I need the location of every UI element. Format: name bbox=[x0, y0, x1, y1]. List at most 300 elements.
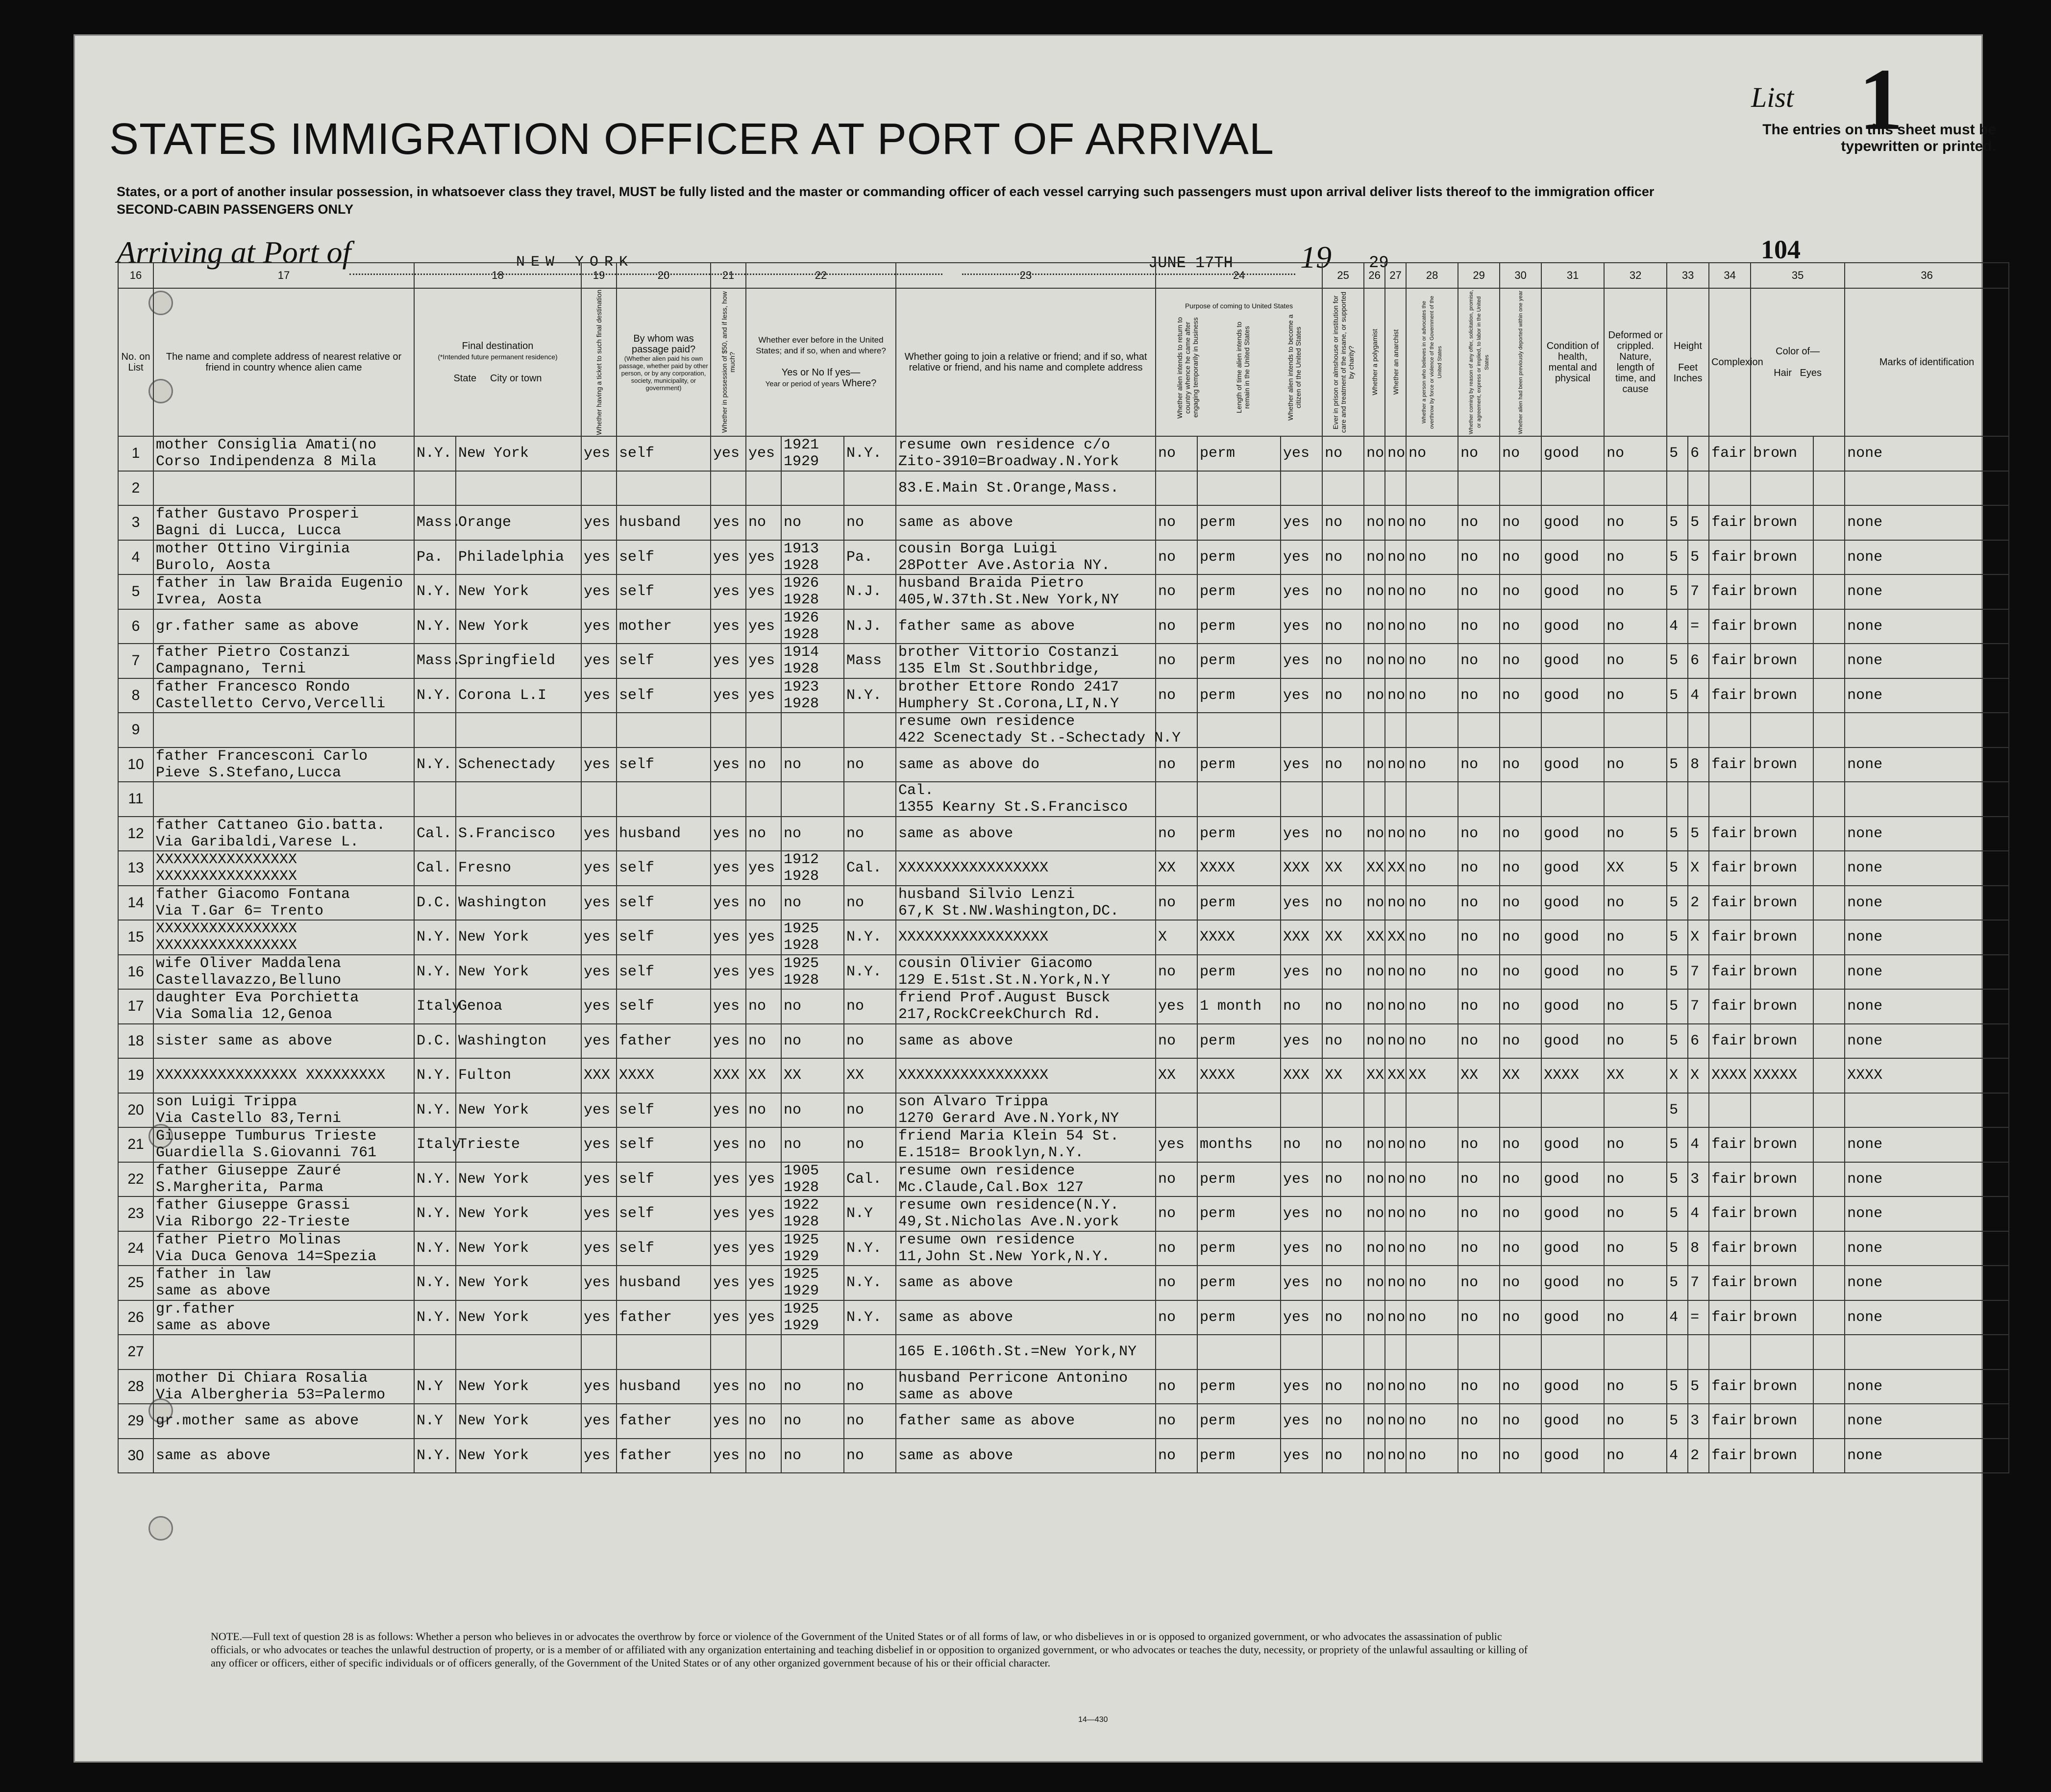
col-number: 35 bbox=[1751, 263, 1845, 288]
money-cell: yes bbox=[711, 1266, 746, 1300]
where-cell: no bbox=[844, 1439, 896, 1473]
joining-person: husband Braida Pietro bbox=[898, 575, 1084, 592]
col30-cell: no bbox=[1500, 644, 1541, 678]
relative-cell bbox=[153, 851, 414, 886]
relative-cell bbox=[153, 574, 414, 609]
state-cell: N.Y. bbox=[414, 1266, 456, 1300]
money-cell: yes bbox=[711, 747, 746, 782]
paid-by-cell: self bbox=[617, 955, 711, 990]
length-of-stay-cell: perm bbox=[1197, 644, 1281, 678]
complexion-cell: fair bbox=[1709, 540, 1751, 575]
polygamist-cell: no bbox=[1364, 540, 1385, 575]
height-inches-cell: 6 bbox=[1688, 436, 1709, 471]
where-cell: N.Y. bbox=[844, 1266, 896, 1300]
height-inches-cell: 7 bbox=[1688, 574, 1709, 609]
health-cell: good bbox=[1541, 505, 1604, 540]
citizen-cell bbox=[1281, 782, 1322, 817]
row-number: 13 bbox=[118, 851, 153, 886]
prison-cell: XX bbox=[1322, 851, 1364, 886]
years-cell bbox=[781, 989, 844, 1024]
money-cell: yes bbox=[711, 817, 746, 851]
col28-cell: no bbox=[1406, 851, 1458, 886]
relative-address: Via Castello 83,Terni bbox=[156, 1110, 342, 1127]
relative-address: Campagnano, Terni bbox=[156, 661, 306, 678]
relative-address: S.Margherita, Parma bbox=[156, 1179, 324, 1196]
col30-cell: no bbox=[1500, 1369, 1541, 1404]
height-feet-cell: 5 bbox=[1667, 505, 1688, 540]
relative-address: Via Duca Genova 14=Spezia bbox=[156, 1248, 377, 1265]
col30-cell bbox=[1500, 1093, 1541, 1128]
return-cell bbox=[1156, 1335, 1197, 1369]
year-second: no bbox=[784, 825, 802, 842]
table-row bbox=[118, 886, 2009, 921]
before-us-cell: no bbox=[746, 817, 781, 851]
deformed-cell: no bbox=[1604, 1266, 1667, 1300]
height-inches-cell: 3 bbox=[1688, 1404, 1709, 1439]
table-row bbox=[118, 574, 2009, 609]
anarchist-cell: no bbox=[1385, 955, 1406, 990]
marks-cell: none bbox=[1845, 505, 2009, 540]
hair-cell: brown bbox=[1751, 1266, 1813, 1300]
paid-by-cell bbox=[617, 1335, 711, 1369]
years-cell bbox=[781, 1266, 844, 1300]
table-row bbox=[118, 1266, 2009, 1300]
joining-cell bbox=[896, 713, 1181, 747]
year-second: no bbox=[784, 998, 802, 1015]
years-cell bbox=[781, 817, 844, 851]
length-of-stay-cell: perm bbox=[1197, 1404, 1281, 1439]
year-second: 1928 bbox=[784, 695, 819, 712]
before-us-cell: no bbox=[746, 989, 781, 1024]
row-number: 14 bbox=[118, 886, 153, 921]
year-first: 1925 bbox=[784, 1231, 819, 1248]
paid-by-cell: self bbox=[617, 436, 711, 471]
state-cell: N.Y bbox=[414, 1404, 456, 1439]
table-row bbox=[118, 713, 2009, 747]
polygamist-cell: no bbox=[1364, 1196, 1385, 1231]
years-cell bbox=[781, 886, 844, 921]
row-number: 16 bbox=[118, 955, 153, 990]
before-us-cell: yes bbox=[746, 851, 781, 886]
anarchist-cell: no bbox=[1385, 574, 1406, 609]
joining-person: resume own residence(N.Y. bbox=[898, 1197, 1119, 1214]
joining-address: 135 Elm St.Southbridge, bbox=[898, 661, 1102, 678]
joining-cell bbox=[896, 540, 1156, 575]
passenger-rows bbox=[118, 436, 2009, 1473]
money-cell: yes bbox=[711, 1439, 746, 1473]
relative-address: Via Garibaldi,Varese L. bbox=[156, 833, 359, 850]
year-second: 1928 bbox=[784, 592, 819, 609]
joining-address: Mc.Claude,Cal.Box 127 bbox=[898, 1179, 1084, 1196]
money-cell: yes bbox=[711, 920, 746, 955]
relative-name: daughter Eva Porchietta bbox=[156, 990, 359, 1007]
polygamist-cell: no bbox=[1364, 1162, 1385, 1197]
joining-cell bbox=[896, 1439, 1156, 1473]
height-feet-cell: 5 bbox=[1667, 747, 1688, 782]
relative-name: father in law Braida Eugenio bbox=[156, 575, 403, 592]
complexion-cell: fair bbox=[1709, 920, 1751, 955]
length-of-stay-cell: perm bbox=[1197, 1369, 1281, 1404]
row-number: 21 bbox=[118, 1127, 153, 1162]
prison-cell: no bbox=[1322, 1162, 1364, 1197]
health-cell: good bbox=[1541, 1404, 1604, 1439]
length-of-stay-cell: perm bbox=[1197, 1196, 1281, 1231]
relative-address: Via Albergheria 53=Palermo bbox=[156, 1386, 386, 1403]
height-inches-cell: 2 bbox=[1688, 886, 1709, 921]
relative-address: Bagni di Lucca, Lucca bbox=[156, 523, 342, 540]
polygamist-cell bbox=[1364, 713, 1385, 747]
list-label: List bbox=[1751, 81, 1794, 113]
length-of-stay-cell: perm bbox=[1197, 505, 1281, 540]
health-cell: good bbox=[1541, 955, 1604, 990]
deformed-cell: no bbox=[1604, 436, 1667, 471]
years-cell bbox=[781, 1300, 844, 1335]
header-relative: The name and complete address of nearest relative or friend in country whence alien came bbox=[153, 288, 414, 436]
paid-by-cell: father bbox=[617, 1404, 711, 1439]
citizen-cell: yes bbox=[1281, 505, 1322, 540]
hair-cell bbox=[1751, 1093, 1813, 1128]
prison-cell: no bbox=[1322, 817, 1364, 851]
return-cell: no bbox=[1156, 817, 1197, 851]
relative-address: XXXXXXXXXXXXXXXX XXXXXXXXX bbox=[156, 1067, 386, 1084]
year-first: 1923 bbox=[784, 678, 819, 696]
deformed-cell: no bbox=[1604, 886, 1667, 921]
relative-cell bbox=[153, 1127, 414, 1162]
col29-cell: no bbox=[1458, 436, 1500, 471]
paid-by-cell: self bbox=[617, 851, 711, 886]
row-number: 29 bbox=[118, 1404, 153, 1439]
city-cell: Orange bbox=[456, 505, 581, 540]
relative-cell bbox=[153, 817, 414, 851]
years-cell bbox=[781, 1231, 844, 1266]
anarchist-cell: no bbox=[1385, 1231, 1406, 1266]
anarchist-cell: XX bbox=[1385, 1058, 1406, 1093]
col-number: 30 bbox=[1500, 263, 1541, 288]
before-us-cell: yes bbox=[746, 955, 781, 990]
row-number: 20 bbox=[118, 1093, 153, 1128]
col30-cell bbox=[1500, 471, 1541, 506]
col29-cell: no bbox=[1458, 886, 1500, 921]
relative-cell bbox=[153, 747, 414, 782]
state-cell: Mass. bbox=[414, 505, 456, 540]
header-prison bbox=[1322, 288, 1364, 436]
col28-cell: no bbox=[1406, 678, 1458, 713]
marks-cell: none bbox=[1845, 1162, 2009, 1197]
col29-cell: no bbox=[1458, 1231, 1500, 1266]
citizen-cell bbox=[1281, 471, 1322, 506]
header-condition: Condition of health, mental and physical bbox=[1541, 288, 1604, 436]
citizen-cell: XXX bbox=[1281, 851, 1322, 886]
prison-cell: no bbox=[1322, 989, 1364, 1024]
anarchist-cell: no bbox=[1385, 1300, 1406, 1335]
state-cell: D.C. bbox=[414, 1024, 456, 1059]
row-number: 6 bbox=[118, 609, 153, 644]
ticket-cell bbox=[581, 1335, 617, 1369]
col-number: 17 bbox=[153, 263, 414, 288]
header-purpose-c: Whether alien intends to become a citizen of the United States bbox=[1286, 314, 1302, 421]
hair-cell: brown bbox=[1751, 1024, 1813, 1059]
eyes-cell bbox=[1813, 1058, 1845, 1093]
joining-person: friend Maria Klein 54 St. bbox=[898, 1128, 1119, 1145]
where-cell: Cal. bbox=[844, 1162, 896, 1197]
marks-cell bbox=[1845, 713, 2009, 747]
year-first: 1922 bbox=[784, 1197, 819, 1214]
header-year-period: Year or period of years bbox=[765, 380, 840, 388]
deformed-cell: no bbox=[1604, 989, 1667, 1024]
year-first: 1912 bbox=[784, 851, 819, 869]
header-joining: Whether going to join a relative or friend; and if so, what relative or friend, and his name and complete address bbox=[896, 288, 1156, 436]
header-prison-text: Ever in prison or almshouse or institution for care and treatment of the insane, or supported by charity? bbox=[1331, 292, 1355, 433]
before-us-cell: no bbox=[746, 1093, 781, 1128]
row-number: 17 bbox=[118, 989, 153, 1024]
ticket-cell: yes bbox=[581, 1024, 617, 1059]
citizen-cell: yes bbox=[1281, 574, 1322, 609]
hair-cell: XXXXX bbox=[1751, 1058, 1813, 1093]
money-cell: yes bbox=[711, 1300, 746, 1335]
relative-address: Via T.Gar 6= Trento bbox=[156, 902, 324, 920]
length-of-stay-cell: perm bbox=[1197, 1439, 1281, 1473]
citizen-cell: yes bbox=[1281, 609, 1322, 644]
relative-cell bbox=[153, 713, 414, 747]
citizen-cell: no bbox=[1281, 989, 1322, 1024]
form-number: 14—430 bbox=[1078, 1716, 1108, 1724]
length-of-stay-cell: perm bbox=[1197, 1024, 1281, 1059]
eyes-cell bbox=[1813, 920, 1845, 955]
city-cell: Fulton bbox=[456, 1058, 581, 1093]
anarchist-cell: no bbox=[1385, 886, 1406, 921]
col28-cell bbox=[1406, 1335, 1458, 1369]
where-cell bbox=[844, 713, 896, 747]
before-us-cell bbox=[746, 1335, 781, 1369]
years-cell bbox=[781, 1093, 844, 1128]
header-polygamist bbox=[1364, 288, 1385, 436]
height-inches-cell: 6 bbox=[1688, 1024, 1709, 1059]
return-cell: no bbox=[1156, 1404, 1197, 1439]
joining-address: same as above bbox=[898, 514, 1013, 531]
height-inches-cell bbox=[1688, 782, 1709, 817]
health-cell: good bbox=[1541, 540, 1604, 575]
height-inches-cell: = bbox=[1688, 609, 1709, 644]
year-first: 1926 bbox=[784, 575, 819, 592]
instructions-line-2: SECOND-CABIN PASSENGERS ONLY bbox=[117, 202, 354, 217]
height-feet-cell: 5 bbox=[1667, 851, 1688, 886]
col30-cell: no bbox=[1500, 1162, 1541, 1197]
table-row bbox=[118, 920, 2009, 955]
city-cell: New York bbox=[456, 1231, 581, 1266]
ticket-cell bbox=[581, 782, 617, 817]
joining-cell bbox=[896, 1266, 1156, 1300]
col-number: 23 bbox=[896, 263, 1156, 288]
year-second: 1928 bbox=[784, 626, 819, 643]
eyes-cell bbox=[1813, 609, 1845, 644]
where-cell bbox=[844, 782, 896, 817]
length-of-stay-cell: perm bbox=[1197, 1162, 1281, 1197]
paid-by-cell bbox=[617, 713, 711, 747]
col28-cell: no bbox=[1406, 436, 1458, 471]
col29-cell: no bbox=[1458, 1439, 1500, 1473]
hair-cell: brown bbox=[1751, 436, 1813, 471]
relative-cell bbox=[153, 1335, 414, 1369]
return-cell: yes bbox=[1156, 989, 1197, 1024]
prison-cell: no bbox=[1322, 609, 1364, 644]
col28-cell: no bbox=[1406, 1300, 1458, 1335]
hair-cell: brown bbox=[1751, 920, 1813, 955]
list-number: 1 bbox=[1859, 50, 1903, 148]
relative-cell bbox=[153, 644, 414, 678]
paid-by-cell: mother bbox=[617, 609, 711, 644]
length-of-stay-cell: 1 month bbox=[1197, 989, 1281, 1024]
col30-cell: no bbox=[1500, 920, 1541, 955]
year-second: 1928 bbox=[784, 1179, 819, 1196]
height-feet-cell: 4 bbox=[1667, 609, 1688, 644]
where-cell: N.J. bbox=[844, 609, 896, 644]
joining-address: 11,John St.New York,N.Y. bbox=[898, 1248, 1111, 1265]
height-feet-cell: 4 bbox=[1667, 1439, 1688, 1473]
col30-cell bbox=[1500, 1335, 1541, 1369]
relative-name: wife Oliver Maddalena bbox=[156, 955, 342, 972]
length-of-stay-cell: perm bbox=[1197, 574, 1281, 609]
height-inches-cell: X bbox=[1688, 851, 1709, 886]
paid-by-cell: self bbox=[617, 1231, 711, 1266]
citizen-cell: no bbox=[1281, 1127, 1322, 1162]
col29-cell: no bbox=[1458, 1404, 1500, 1439]
ticket-cell: yes bbox=[581, 1439, 617, 1473]
header-no-on-list: No. on List bbox=[118, 288, 153, 436]
state-cell: N.Y. bbox=[414, 1196, 456, 1231]
anarchist-cell: no bbox=[1385, 1266, 1406, 1300]
health-cell: good bbox=[1541, 886, 1604, 921]
year-first: 1926 bbox=[784, 609, 819, 626]
city-cell: New York bbox=[456, 1266, 581, 1300]
col30-cell: no bbox=[1500, 1127, 1541, 1162]
years-cell bbox=[781, 920, 844, 955]
where-cell: no bbox=[844, 1093, 896, 1128]
hair-cell: brown bbox=[1751, 955, 1813, 990]
table-row bbox=[118, 1058, 2009, 1093]
row-number: 5 bbox=[118, 574, 153, 609]
row-number: 18 bbox=[118, 1024, 153, 1059]
height-feet-cell: 5 bbox=[1667, 955, 1688, 990]
header-color-label: Color of— bbox=[1776, 346, 1820, 357]
state-cell: Italy bbox=[414, 1127, 456, 1162]
prison-cell: no bbox=[1322, 1266, 1364, 1300]
citizen-cell: yes bbox=[1281, 1300, 1322, 1335]
city-cell: Genoa bbox=[456, 989, 581, 1024]
relative-name: mother Di Chiara Rosalia bbox=[156, 1369, 368, 1387]
citizen-cell: yes bbox=[1281, 817, 1322, 851]
money-cell: yes bbox=[711, 436, 746, 471]
col28-cell: no bbox=[1406, 1162, 1458, 1197]
complexion-cell: fair bbox=[1709, 1162, 1751, 1197]
citizen-cell: XXX bbox=[1281, 920, 1322, 955]
where-cell bbox=[844, 1335, 896, 1369]
joining-address: 217,RockCreekChurch Rd. bbox=[898, 1006, 1102, 1023]
before-us-cell bbox=[746, 782, 781, 817]
column-number-row bbox=[118, 263, 2009, 288]
ticket-cell: yes bbox=[581, 1369, 617, 1404]
where-cell: no bbox=[844, 886, 896, 921]
height-feet-cell bbox=[1667, 782, 1688, 817]
relative-address: sister same as above bbox=[156, 1032, 333, 1049]
eyes-cell bbox=[1813, 1404, 1845, 1439]
state-cell: Mass. bbox=[414, 644, 456, 678]
where-cell: Pa. bbox=[844, 540, 896, 575]
anarchist-cell: XX bbox=[1385, 920, 1406, 955]
marks-cell: none bbox=[1845, 1439, 2009, 1473]
money-cell: yes bbox=[711, 1231, 746, 1266]
return-cell: no bbox=[1156, 1439, 1197, 1473]
arriving-label: Arriving at Port of bbox=[117, 235, 351, 270]
col30-cell: no bbox=[1500, 574, 1541, 609]
row-number: 9 bbox=[118, 713, 153, 747]
prison-cell: no bbox=[1322, 747, 1364, 782]
return-cell bbox=[1156, 471, 1197, 506]
ticket-cell: yes bbox=[581, 1162, 617, 1197]
before-us-cell: no bbox=[746, 886, 781, 921]
year-first: 1914 bbox=[784, 644, 819, 661]
ticket-cell: yes bbox=[581, 1300, 617, 1335]
col30-cell: no bbox=[1500, 436, 1541, 471]
year-first: 1925 bbox=[784, 921, 819, 938]
table-row bbox=[118, 1300, 2009, 1335]
money-cell: XXX bbox=[711, 1058, 746, 1093]
state-cell: Italy bbox=[414, 989, 456, 1024]
where-cell: N.Y bbox=[844, 1196, 896, 1231]
city-cell: S.Francisco bbox=[456, 817, 581, 851]
citizen-cell: XXX bbox=[1281, 1058, 1322, 1093]
joining-cell bbox=[896, 1300, 1156, 1335]
col30-cell: no bbox=[1500, 1300, 1541, 1335]
joining-cell bbox=[896, 747, 1156, 782]
height-inches-cell: 5 bbox=[1688, 505, 1709, 540]
polygamist-cell: XX bbox=[1364, 1058, 1385, 1093]
citizen-cell: yes bbox=[1281, 886, 1322, 921]
polygamist-cell: no bbox=[1364, 678, 1385, 713]
relative-name: father Pietro Costanzi bbox=[156, 644, 350, 661]
table-row bbox=[118, 1335, 2009, 1369]
paid-by-cell: self bbox=[617, 1162, 711, 1197]
relative-address: Castellavazzo,Belluno bbox=[156, 971, 342, 989]
health-cell: good bbox=[1541, 747, 1604, 782]
joining-cell bbox=[896, 436, 1156, 471]
prison-cell: no bbox=[1322, 1439, 1364, 1473]
year-second: 1928 bbox=[784, 661, 819, 678]
money-cell bbox=[711, 713, 746, 747]
polygamist-cell: no bbox=[1364, 574, 1385, 609]
polygamist-cell: no bbox=[1364, 505, 1385, 540]
deformed-cell: no bbox=[1604, 644, 1667, 678]
marks-cell bbox=[1845, 782, 2009, 817]
deformed-cell bbox=[1604, 782, 1667, 817]
prison-cell: no bbox=[1322, 1024, 1364, 1059]
length-of-stay-cell: perm bbox=[1197, 1266, 1281, 1300]
height-inches-cell: = bbox=[1688, 1300, 1709, 1335]
polygamist-cell: no bbox=[1364, 955, 1385, 990]
row-number: 4 bbox=[118, 540, 153, 575]
table-row bbox=[118, 851, 2009, 886]
joining-cell bbox=[896, 471, 1156, 506]
where-cell: N.Y. bbox=[844, 1300, 896, 1335]
joining-address: same as above bbox=[898, 1447, 1013, 1464]
where-cell: Mass bbox=[844, 644, 896, 678]
health-cell: good bbox=[1541, 436, 1604, 471]
header-purpose bbox=[1156, 288, 1322, 436]
col29-cell: no bbox=[1458, 505, 1500, 540]
height-feet-cell: 5 bbox=[1667, 817, 1688, 851]
polygamist-cell: no bbox=[1364, 1231, 1385, 1266]
paid-by-cell bbox=[617, 782, 711, 817]
header-final-destination bbox=[414, 288, 581, 436]
